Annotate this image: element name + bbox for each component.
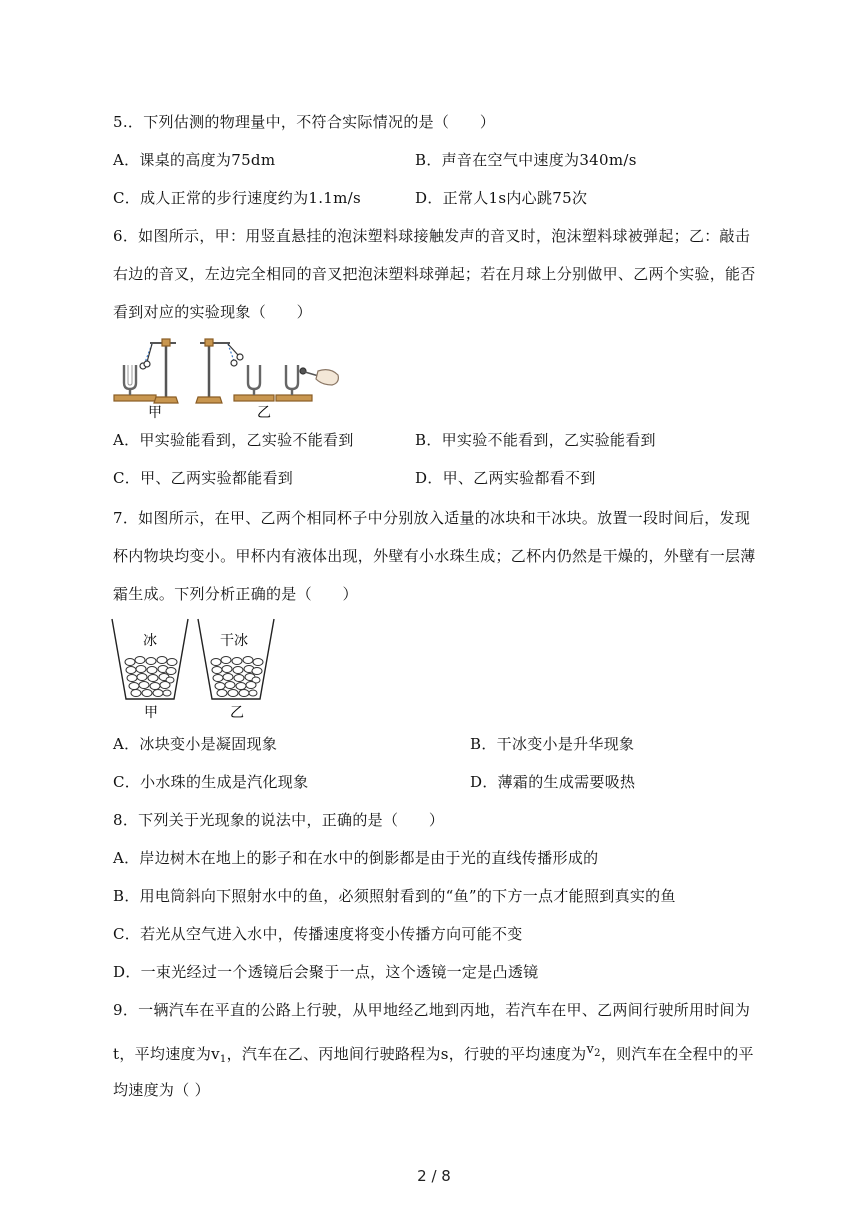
q6-option-a: A．甲实验能看到，乙实验不能看到 [113,431,354,449]
q6-stem-line3: 看到对应的实验现象（ ） [113,303,312,321]
fig-yi-apparatus [196,339,338,403]
q6-stem-line2: 右边的音叉，左边完全相同的音叉把泡沫塑料球弹起；若在月球上分别做甲、乙两个实验，能否 [113,265,756,283]
page-number: 2 / 8 [417,1167,451,1185]
q7-option-a: A．冰块变小是凝固现象 [113,735,278,753]
q8-option-c: C．若光从空气进入水中，传播速度将变小传播方向可能不变 [113,925,523,943]
tuning-fork-figure [110,333,342,421]
q9-stem-line1: 9．一辆汽车在平直的公路上行驶，从甲地经乙地到丙地，若汽车在甲、乙两间行驶所用时间为 [113,1001,751,1019]
q7-stem-line3: 霜生成。下列分析正确的是（ ） [113,585,358,603]
cup-jia [112,619,188,699]
q7-fig-label-jia: 甲 [144,705,158,721]
q9-line2-part-b: ，汽车在乙、丙地间行驶路程为s，行驶的平均速度为 [226,1045,587,1063]
q6-option-b: B．甲实验不能看到，乙实验能看到 [415,431,656,449]
q9-v1-subscript: 1 [219,1054,227,1065]
q7-option-b: B．干冰变小是升华现象 [470,735,635,753]
q9-stem-line3: 均速度为（ ） [113,1081,210,1099]
q7-option-d: D．薄霜的生成需要吸热 [470,773,636,791]
q8-stem: 8．下列关于光现象的说法中，正确的是（ ） [113,811,445,829]
q5-option-a: A．课桌的高度为75dm [113,151,276,169]
q8-option-b: B．用电筒斜向下照射水中的鱼，必须照射看到的“鱼”的下方一点才能照到真实的鱼 [113,887,676,905]
q9-v2-letter: v [586,1042,595,1057]
q9-stem-line2 [113,1044,754,1070]
q9-v2-symbol [586,1042,600,1057]
q7-stem-line1: 7．如图所示，在甲、乙两个相同杯子中分别放入适量的冰块和干冰块。放置一段时间后，发现 [113,509,751,527]
q6-option-c: C．甲、乙两实验都能看到 [113,469,294,487]
q5-option-d: D．正常人1s内心跳75次 [415,189,588,207]
q8-option-a: A．岸边树木在地上的影子和在水中的倒影都是由于光的直线传播形成的 [113,849,599,867]
q5-option-b: B．声音在空气中速度为340m/s [415,151,637,169]
q8-option-d: D．一束光经过一个透镜后会聚于一点，这个透镜一定是凸透镜 [113,963,539,981]
q6-option-d: D．甲、乙两实验都看不到 [415,469,596,487]
cup-yi [198,619,274,699]
ice-cups-figure [110,615,282,721]
q5-stem: 5.．下列估测的物理量中，不符合实际情况的是（ ） [113,113,496,131]
q9-line2-part-c: ，则汽车在全程中的平 [600,1045,754,1063]
q9-v2-subscript: 2 [594,1048,601,1059]
q7-fig-label-yi: 乙 [230,705,244,721]
q7-stem-line2: 杯内物块均变小。甲杯内有液体出现，外壁有小水珠生成；乙杯内仍然是干燥的，外壁有一层薄 [113,547,756,565]
q6-stem-line1: 6．如图所示，甲：用竖直悬挂的泡沫塑料球接触发声的音叉时，泡沫塑料球被弹起；乙：敲击 [113,227,751,245]
q7-option-c: C．小水珠的生成是汽化现象 [113,773,309,791]
q7-cup2-label: 干冰 [220,633,248,649]
fig-jia-apparatus [114,339,178,403]
q6-fig-label-jia: 甲 [148,405,162,421]
q5-option-c: C．成人正常的步行速度约为1.1m/s [113,189,362,207]
q6-fig-label-yi: 乙 [257,405,271,421]
q7-cup1-label: 冰 [143,633,157,649]
q9-line2-part-a: t，平均速度为v [113,1045,220,1063]
